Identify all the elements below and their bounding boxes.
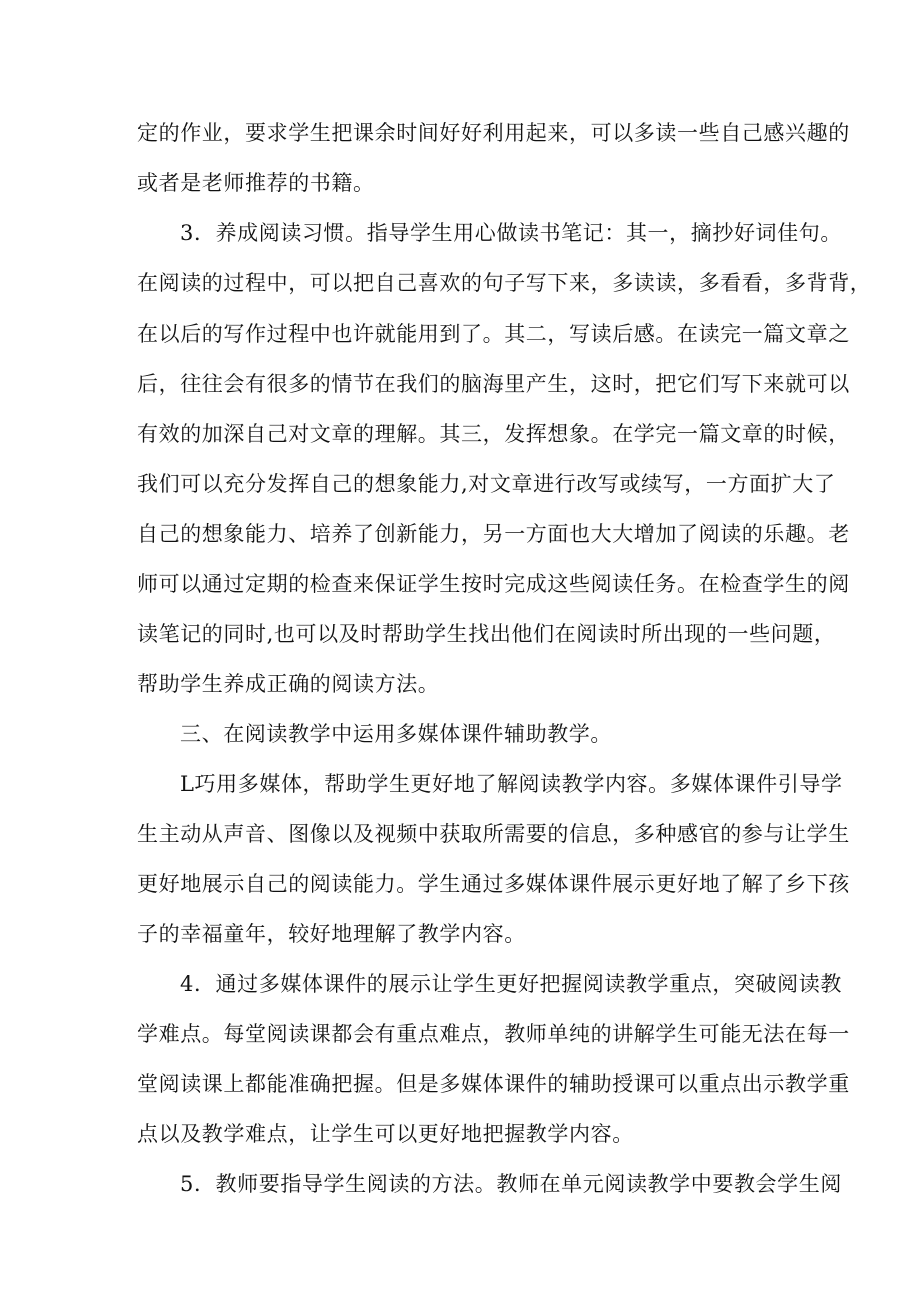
text-line: 读笔记的同时,也可以及时帮助学生找出他们在阅读时所出现的一些问题， (137, 622, 836, 646)
text-line: 自己的想象能力、培养了创新能力，另一方面也大大增加了阅读的乐趣。老 (137, 522, 850, 546)
section-heading: 三、在阅读教学中运用多媒体课件辅助教学。 (180, 722, 612, 746)
text-line: 在阅读的过程中，可以把自己喜欢的句子写下来，多读读，多看看，多背背， (137, 271, 872, 295)
text-line: 有效的加深自己对文章的理解。其三，发挥想象。在学完一篇文章的时候， (137, 422, 850, 446)
text-line: 生主动从声音、图像以及视频中获取所需要的信息，多种感官的参与让学生 (137, 822, 850, 846)
text-line: 学难点。每堂阅读课都会有重点难点，教师单纯的讲解学生可能无法在每一 (137, 1022, 850, 1046)
text-line: 更好地展示自己的阅读能力。学生通过多媒体课件展示更好地了解了乡下孩 (137, 872, 850, 896)
text-line: 或者是老师推荐的书籍。 (137, 171, 375, 195)
text-line: 堂阅读课上都能准确把握。但是多媒体课件的辅助授课可以重点出示教学重 (137, 1072, 850, 1096)
text-line: 4．通过多媒体课件的展示让学生更好把握阅读教学重点，突破阅读教 (180, 972, 842, 996)
text-line: 子的幸福童年，较好地理解了教学内容。 (137, 922, 526, 946)
text-line: 3．养成阅读习惯。指导学生用心做读书笔记：其一，摘抄好词佳句。 (180, 221, 842, 245)
text-line: 师可以通过定期的检查来保证学生按时完成这些阅读任务。在检查学生的阅 (137, 572, 850, 596)
text-line: 5．教师要指导学生阅读的方法。教师在单元阅读教学中要教会学生阅 (180, 1172, 842, 1196)
text-line: 在以后的写作过程中也许就能用到了。其二，写读后感。在读完一篇文章之 (137, 322, 850, 346)
text-line: L巧用多媒体，帮助学生更好地了解阅读教学内容。多媒体课件引导学 (180, 772, 843, 796)
text-line: 我们可以充分发挥自己的想象能力,对文章进行改写或续写，一方面扩大了 (137, 472, 836, 496)
text-line: 帮助学生养成正确的阅读方法。 (137, 672, 440, 696)
text-line: 定的作业，要求学生把课余时间好好利用起来，可以多读一些自己感兴趣的 (137, 121, 850, 145)
text-line: 点以及教学难点，让学生可以更好地把握教学内容。 (137, 1122, 634, 1146)
text-line: 后，往往会有很多的情节在我们的脑海里产生，这时，把它们写下来就可以 (137, 372, 850, 396)
